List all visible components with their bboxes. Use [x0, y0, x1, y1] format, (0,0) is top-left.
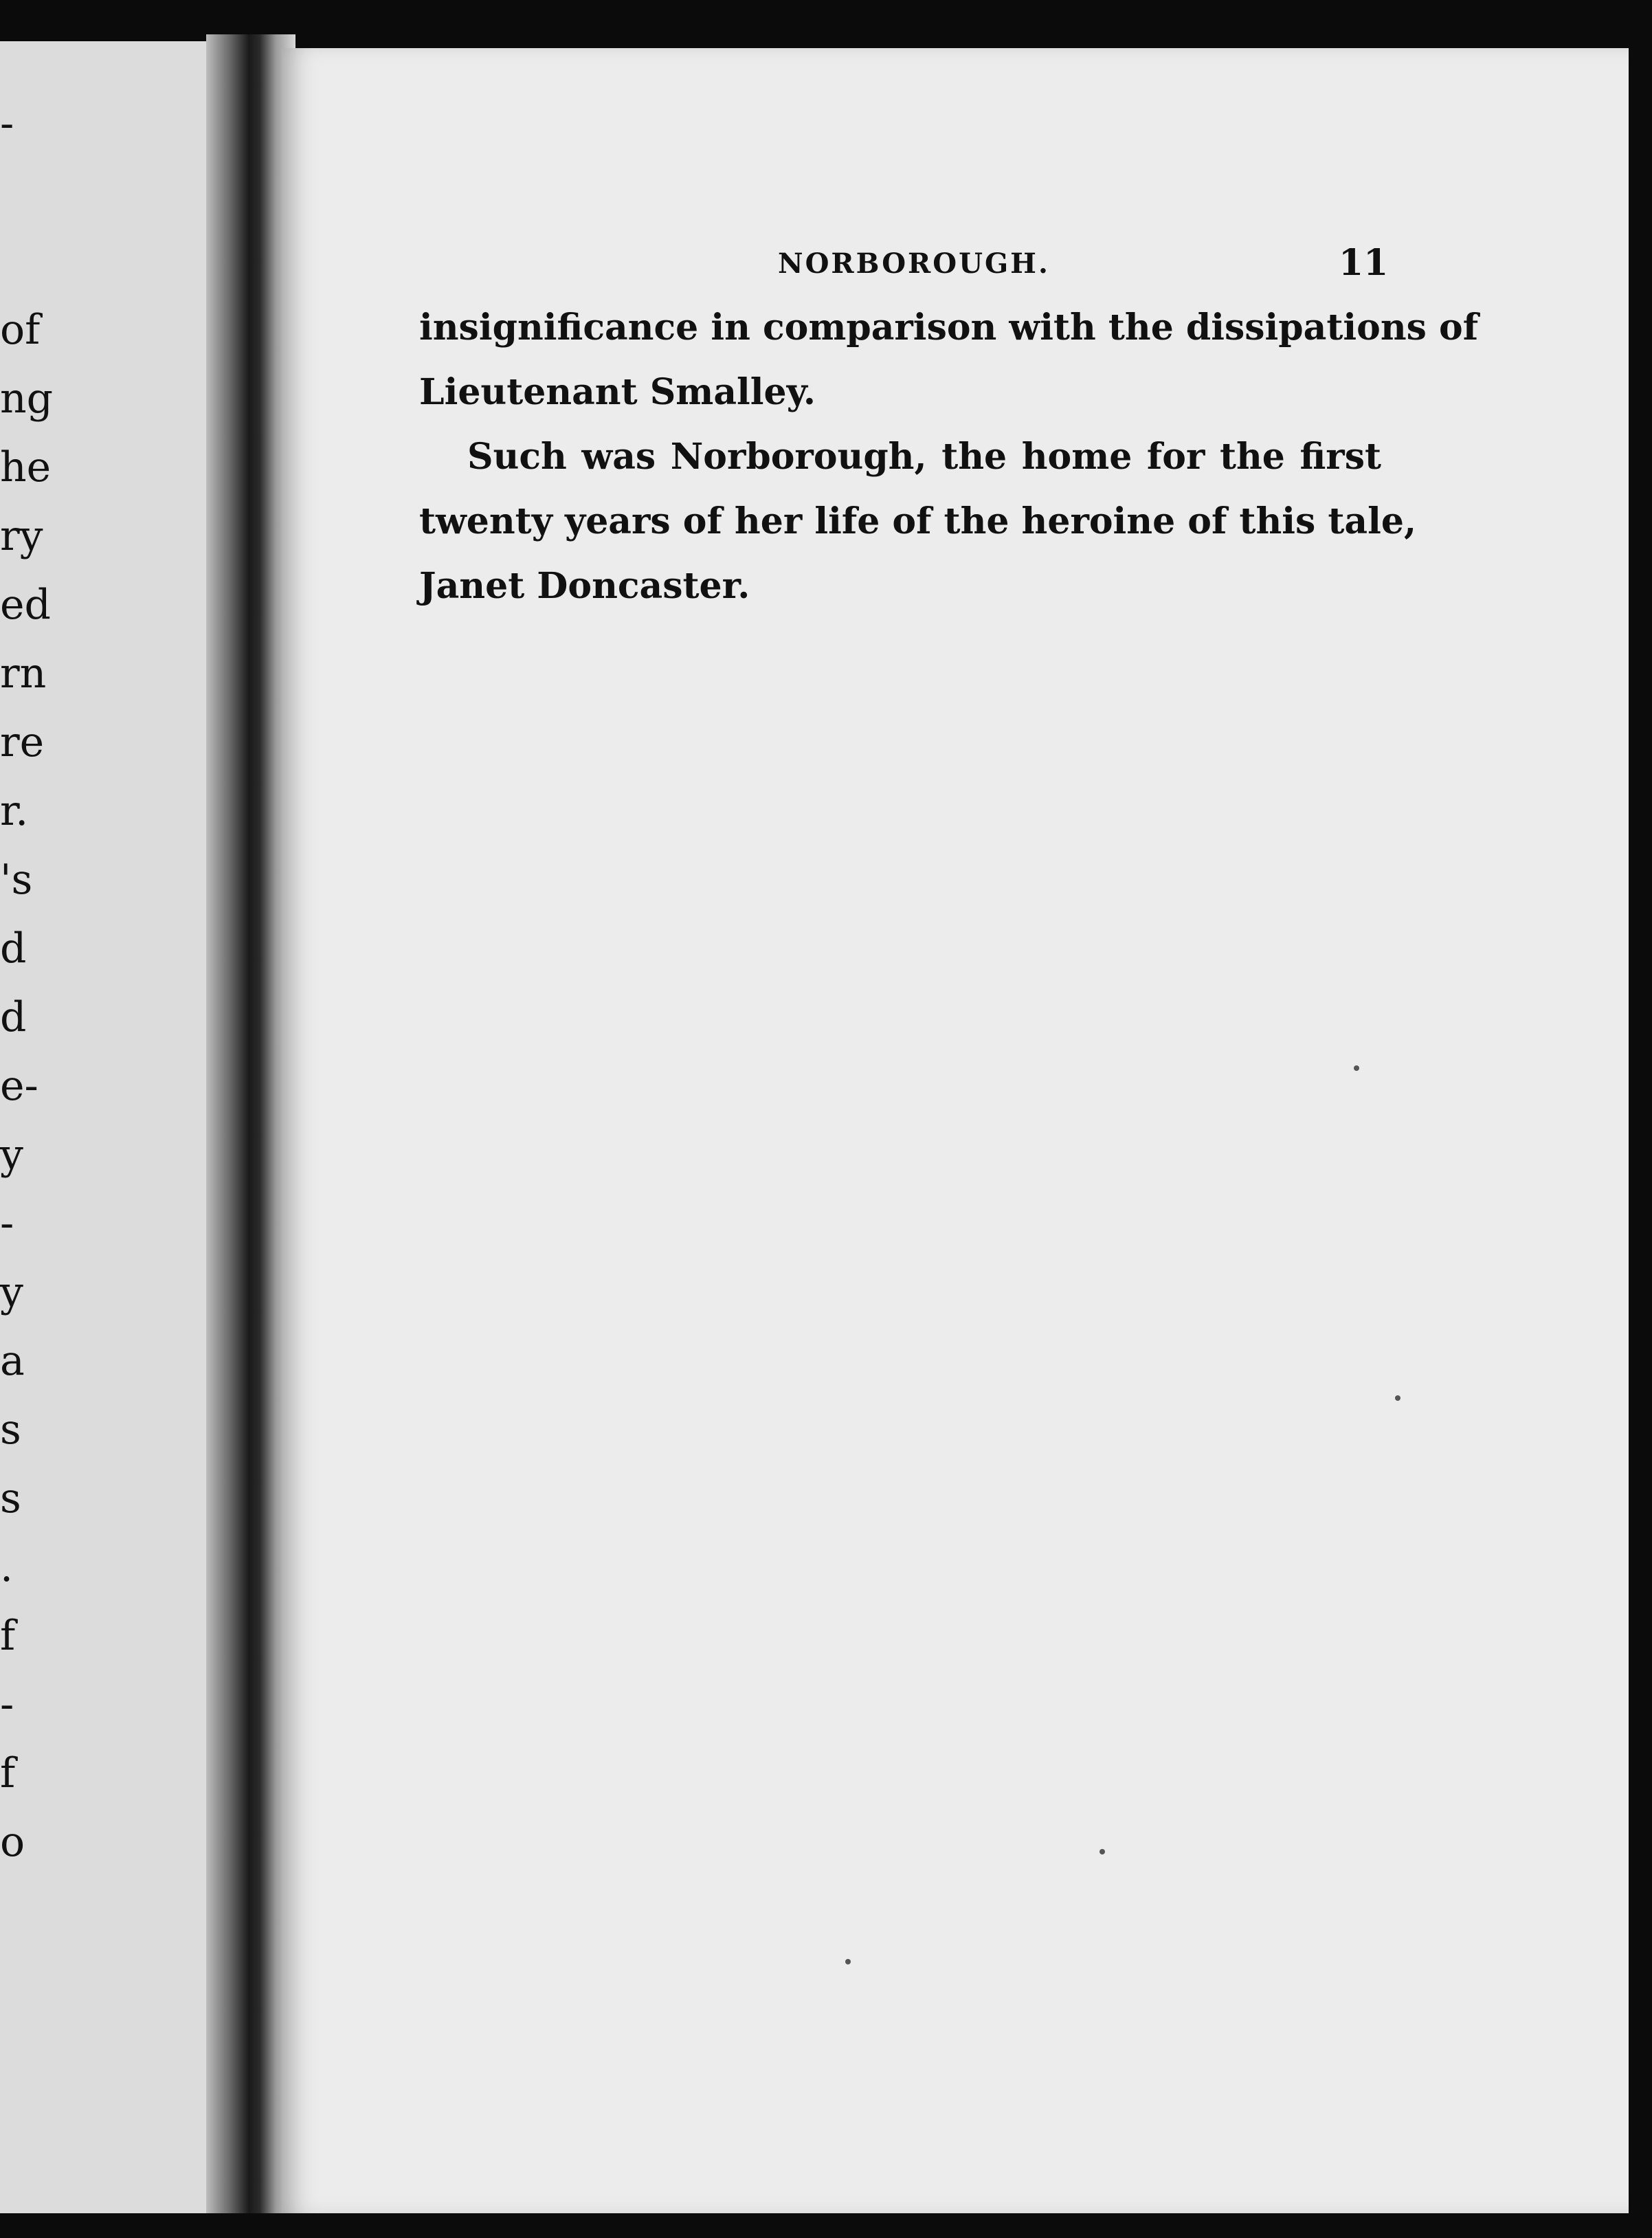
running-head — [282, 242, 1629, 289]
text-line: twenty years of her life of the heroine of this tale, — [419, 500, 1417, 542]
scan-speck — [845, 1959, 851, 1964]
left-fragment: d — [0, 924, 27, 973]
left-fragment: o — [0, 1818, 25, 1866]
left-fragment: ng — [0, 375, 54, 423]
scan-speck — [1354, 1065, 1359, 1071]
left-fragment: 's — [0, 856, 33, 904]
left-fragment: - — [0, 100, 14, 148]
left-fragment: s — [0, 1474, 21, 1522]
left-fragment: r. — [0, 787, 29, 835]
left-fragment: ed — [0, 581, 51, 629]
left-fragment: he — [0, 443, 52, 491]
paragraph — [419, 425, 1417, 619]
left-fragment: ry — [0, 512, 43, 560]
scan-speck — [1100, 1849, 1105, 1854]
left-fragment: re — [0, 718, 45, 766]
right-page — [282, 48, 1629, 2213]
page-number: 11 — [1339, 242, 1389, 284]
text-line: Such was Norborough, the home for the first — [467, 436, 1381, 478]
left-fragment: . — [0, 1543, 14, 1591]
left-fragment: s — [0, 1406, 21, 1454]
running-title: NORBOROUGH. — [778, 247, 1050, 280]
left-fragment: y — [0, 1268, 23, 1316]
text-line: insignificance in comparison with the dissipations of — [419, 307, 1479, 348]
left-fragment: - — [0, 1199, 14, 1248]
left-fragment: f — [0, 1612, 16, 1660]
text-line: Lieutenant Smalley. — [419, 371, 816, 413]
left-fragment: d — [0, 993, 27, 1041]
text-line: Janet Doncaster. — [419, 565, 750, 607]
left-fragment: - — [0, 1681, 14, 1729]
left-fragment: y — [0, 1131, 23, 1179]
left-fragment: a — [0, 1337, 25, 1385]
left-fragment: f — [0, 1749, 16, 1797]
paragraph — [419, 296, 1479, 425]
scan-speck — [1395, 1395, 1400, 1401]
page-body — [419, 296, 1479, 619]
left-fragment: e- — [0, 1062, 38, 1110]
left-fragment: rn — [0, 650, 47, 698]
left-fragment: of — [0, 306, 41, 354]
